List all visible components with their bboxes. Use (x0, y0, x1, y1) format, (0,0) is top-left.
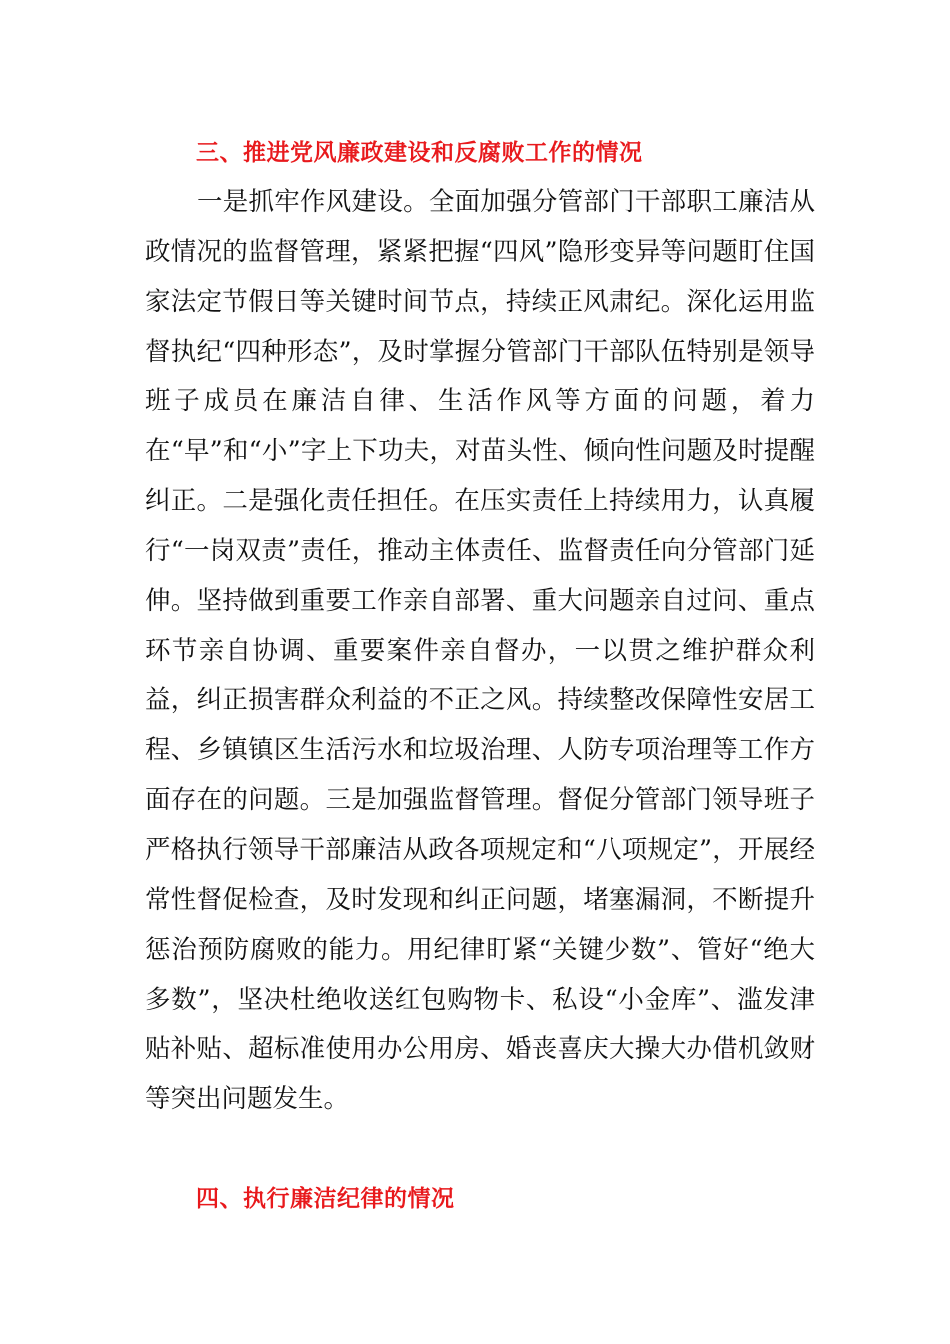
section-heading-3: 三、推进党风廉政建设和反腐败工作的情况 (196, 140, 643, 166)
section-3-body: 一是抓牢作风建设。全面加强分管部门干部职工廉洁从政情况的监督管理，紧紧把握“四风”隐形变异等问题盯住国家法定节假日等关键时间节点，持续正风肃纪。深化运用监督执纪“四种形态”，及时掌握分管部门干部队伍特别是领导班子成员在廉洁自律、生活作风等方面的问题，着力在“早”和“小”字上下功夫，对苗头性、倾向性问题及时提醒纠正。二是强化责任担任。在压实责任上持续用力，认真履行“一岗双责”责任，推动主体责任、监督责任向分管部门延伸。坚持做到重要工作亲自部署、重大问题亲自过问、重点环节亲自协调、重要案件亲自督办，一以贯之维护群众利益，纠正损害群众利益的不正之风。持续整改保障性安居工程、乡镇镇区生活污水和垃圾治理、人防专项治理等工作方面存在的问题。三是加强监督管理。督促分管部门领导班子严格执行领导干部廉洁从政各项规定和“八项规定”，开展经常性督促检查，及时发现和纠正问题，堵塞漏洞，不断提升惩治预防腐败的能力。用纪律盯紧“关键少数”、管好“绝大多数”，坚决杜绝收送红包购物卡、私设“小金库”、滥发津贴补贴、超标准使用办公用房、婚丧喜庆大操大办借机敛财等突出问题发生。 (145, 187, 815, 1115)
section-heading-4: 四、执行廉洁纪律的情况 (196, 1186, 455, 1212)
